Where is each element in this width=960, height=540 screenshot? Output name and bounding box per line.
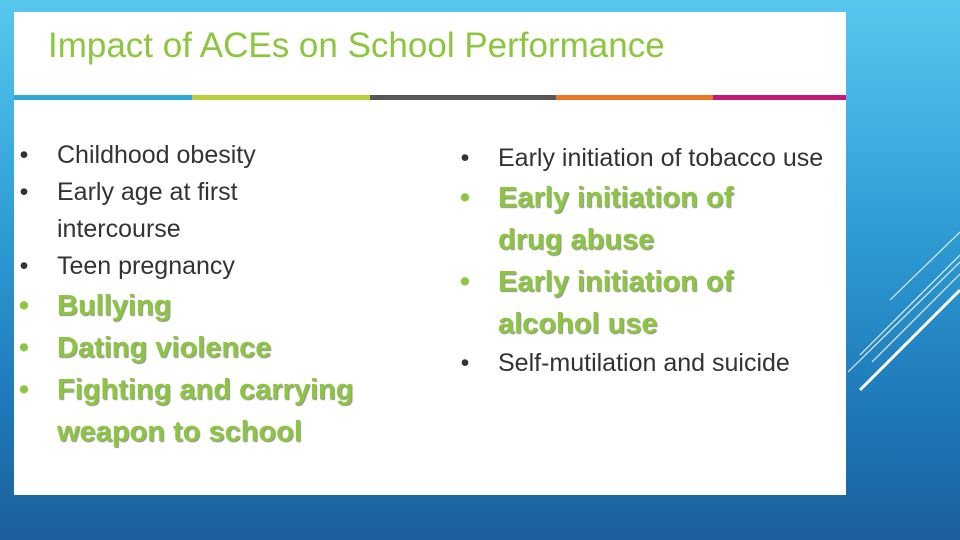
slide-content: [14, 12, 846, 495]
accent-bar-segment: [713, 95, 846, 100]
list-item-highlight: • Early initiation of alcohol use: [455, 261, 798, 345]
bullet-icon: •: [460, 144, 470, 172]
bullet-icon: •: [18, 290, 30, 322]
bullet-icon: •: [459, 266, 471, 298]
left-bullet-list: [14, 137, 424, 453]
list-item: • Early initiation of tobacco use: [455, 140, 838, 177]
list-item: • Childhood obesity: [14, 137, 424, 174]
list-item-highlight: • Dating violence: [14, 327, 424, 369]
accent-bar-segment: [192, 95, 370, 100]
list-item-highlight: • Early initiation of drug abuse: [455, 177, 798, 261]
list-item: • Teen pregnancy: [14, 248, 424, 285]
bullet-icon: •: [18, 332, 30, 364]
bullet-icon: •: [460, 349, 470, 377]
accent-bar-segment: [556, 95, 713, 100]
list-item-highlight: • Fighting and carrying weapon to school: [14, 369, 397, 453]
bullet-icon: •: [459, 182, 471, 214]
bullet-icon: •: [19, 252, 29, 280]
list-item: • Self-mutilation and suicide: [455, 345, 798, 382]
list-item-highlight: • Bullying: [14, 285, 424, 327]
accent-bar-segment: [14, 95, 192, 100]
slide-title: Impact of ACEs on School Performance: [48, 26, 665, 65]
list-item: • Early age at first intercourse: [14, 174, 297, 248]
bullet-icon: •: [19, 141, 29, 169]
accent-bar-segment: [370, 95, 556, 100]
bullet-icon: •: [19, 178, 29, 206]
bullet-icon: •: [18, 374, 30, 406]
accent-color-bar: [14, 95, 846, 100]
right-bullet-list: [455, 140, 846, 382]
